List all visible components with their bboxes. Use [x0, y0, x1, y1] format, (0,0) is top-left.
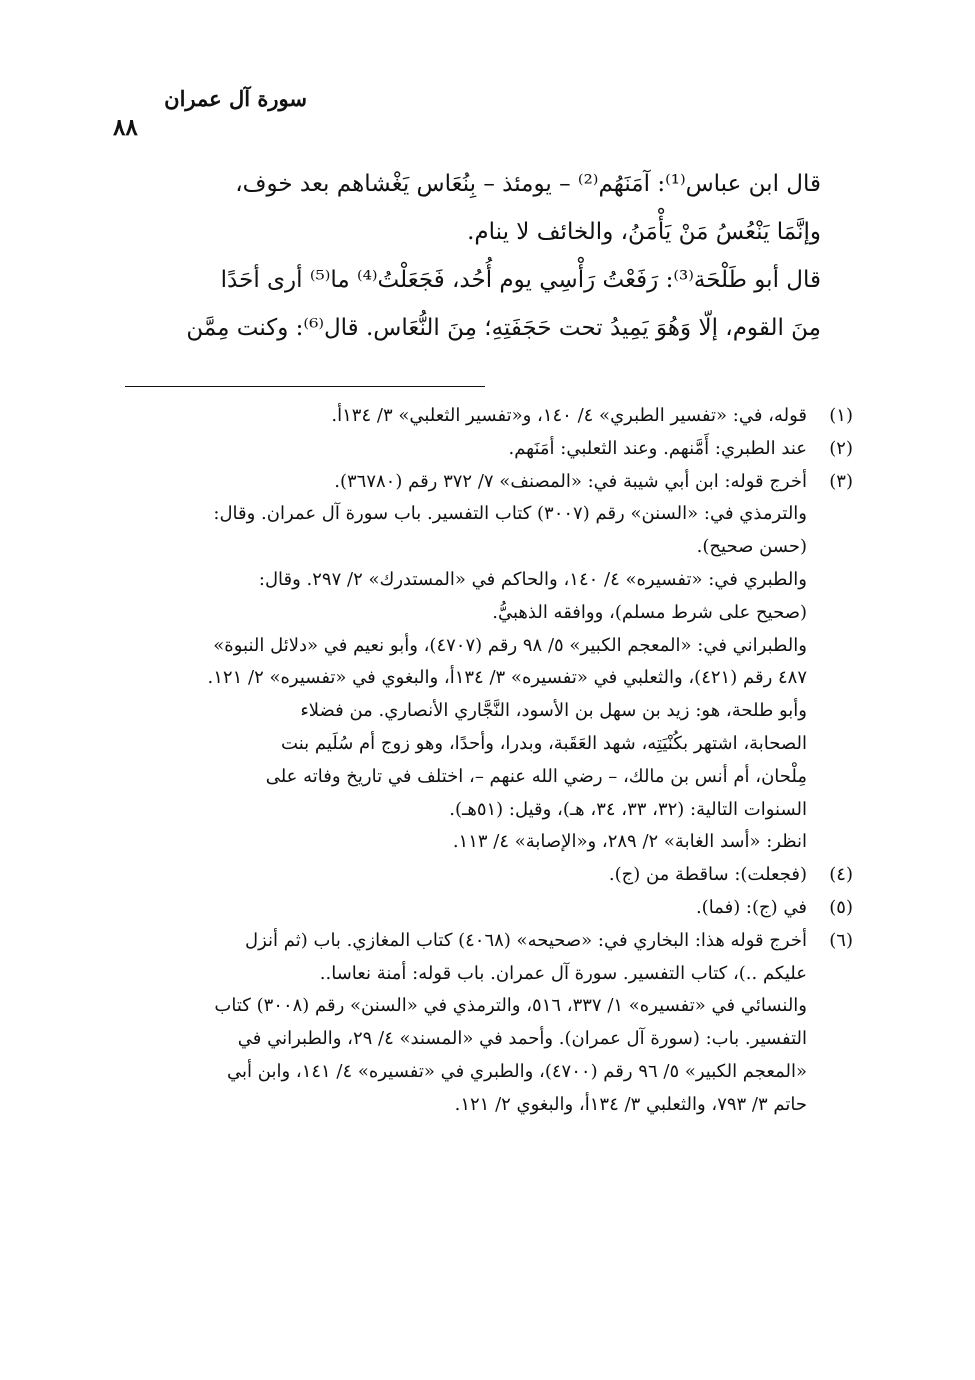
- main-text: [113, 160, 853, 352]
- running-title: سورة آل عمران: [164, 86, 307, 111]
- footnote-number: (٥): [829, 896, 853, 918]
- footnote-line: مِلْحان، أم أنس بن مالك، – رضي الله عنهم –، اختلف في تاريخ وفاته على: [265, 765, 807, 787]
- footnote-line: عليكم ..)، كتاب التفسير. سورة آل عمران. باب قوله: أمنة نعاسا..: [319, 962, 807, 984]
- footnote: [113, 466, 853, 860]
- footnote-line: وأبو طلحة، هو: زيد بن سهل بن الأسود، النَّجَّاري الأنصاري. من فضلاء: [300, 700, 807, 722]
- footnote-number: (٣): [829, 470, 853, 492]
- footnotes: [113, 400, 853, 1122]
- footnote-separator: [125, 386, 485, 387]
- footnote-line: (حسن صحيح).: [696, 536, 807, 558]
- text-line: قال ابن عباس⁽¹⁾: آمَنَهُم⁽²⁾ – يومئذ – بِنُعَاس يَغْشاهم بعد خوف،: [235, 171, 821, 197]
- footnote-line: أخرج قوله هذا: البخاري في: «صحيحه» (٤٠٦٨) كتاب المغازي. باب (ثم أنزل: [245, 929, 807, 951]
- footnote-number: (٢): [829, 437, 853, 459]
- text-line: وإنَّمَا يَنْعُسُ مَنْ يَأْمَنُ، والخائف لا ينام.: [467, 219, 821, 245]
- footnote-line: «المعجم الكبير» ٥/ ٩٦ رقم (٤٧٠٠)، والطبري في «تفسيره» ٤/ ١٤١، وابن أبي: [227, 1060, 807, 1082]
- footnote-line: (صحيح على شرط مسلم)، ووافقه الذهبيُّ.: [492, 601, 807, 623]
- footnote-line: والترمذي في: «السنن» رقم (٣٠٠٧) كتاب التفسير. باب سورة آل عمران. وقال:: [213, 503, 807, 525]
- footnote-number: (٦): [829, 929, 853, 951]
- footnote-line: ٤٨٧ رقم (٤٢١)، والثعلبي في «تفسيره» ٣/ ١٣٤أ، والبغوي في «تفسيره» ٢/ ١٢١.: [207, 667, 807, 689]
- footnote: [113, 433, 853, 466]
- footnote-line: والطبراني في: «المعجم الكبير» ٥/ ٩٨ رقم (٤٧٠٧)، وأبو نعيم في «دلائل النبوة»: [213, 634, 807, 656]
- footnote: [113, 892, 853, 925]
- footnote-body: [113, 433, 807, 466]
- footnote-line: (فجعلت): ساقطة من (ج).: [608, 864, 807, 886]
- main-paragraph: [113, 256, 853, 352]
- footnote: [113, 400, 853, 433]
- footnote-body: [113, 859, 807, 892]
- footnote-line: التفسير. باب: (سورة آل عمران). وأحمد في «المسند» ٤/ ٢٩، والطبراني في: [237, 1028, 807, 1050]
- footnote: [113, 925, 853, 1122]
- footnote-number: (١): [829, 405, 853, 426]
- footnote-line: انظر: «أسد الغابة» ٢/ ٢٨٩، و«الإصابة» ٤/ ١١٣.: [452, 831, 807, 853]
- footnote-body: [113, 400, 807, 433]
- footnote-line: والطبري في: «تفسيره» ٤/ ١٤٠، والحاكم في «المستدرك» ٢/ ٢٩٧. وقال:: [258, 568, 807, 590]
- footnote-body: [113, 925, 807, 1122]
- text-line: مِنَ القوم، إلّا وَهُوَ يَمِيدُ تحت حَجَفَتِهِ؛ مِنَ النُّعَاس. قال⁽⁶⁾: وكنت مِمَّن: [186, 315, 821, 341]
- footnote: [113, 859, 853, 892]
- main-paragraph: [113, 160, 853, 256]
- footnote-body: [113, 466, 807, 860]
- footnote-line: والنسائي في «تفسيره» ١/ ٣٣٧، ٥١٦، والترمذي في «السنن» رقم (٣٠٠٨) كتاب: [214, 995, 807, 1017]
- footnote-line: حاتم ٣/ ٧٩٣، والثعلبي ٣/ ١٣٤أ، والبغوي ٢/ ١٢١.: [454, 1093, 807, 1115]
- page-number: ٨٨: [113, 114, 138, 141]
- footnote-line: الصحابة، اشتهر بكُنْيَتِه، شهد العَقَبة، وبدرا، وأحدًا، وهو زوج أم سُلَيم بنت: [281, 732, 807, 754]
- footnote-line: في (ج): (فما).: [695, 896, 807, 918]
- footnote-number: (٤): [829, 864, 853, 886]
- footnote-line: عند الطبري: أَمَّنهم. وعند الثعلبي: أمَنَهم.: [508, 437, 807, 459]
- text-line: قال أبو طَلْحَة⁽³⁾: رَفَعْتُ رَأْسِي يوم أُحُد، فَجَعَلْتُ⁽⁴⁾ ما⁽⁵⁾ أرى أحَدًا: [220, 267, 821, 293]
- footnote-body: [113, 892, 807, 925]
- footnote-line: أخرج قوله: ابن أبي شيبة في: «المصنف» ٧/ ٣٧٢ رقم (٣٦٧٨٠).: [334, 470, 807, 492]
- footnote-line: السنوات التالية: (٣٢، ٣٣، ٣٤، هـ)، وقيل: (٥١هـ).: [449, 798, 807, 820]
- footnote-line: قوله، في: «تفسير الطبري» ٤/ ١٤٠، و«تفسير الثعلبي» ٣/ ١٣٤أ.: [331, 405, 807, 426]
